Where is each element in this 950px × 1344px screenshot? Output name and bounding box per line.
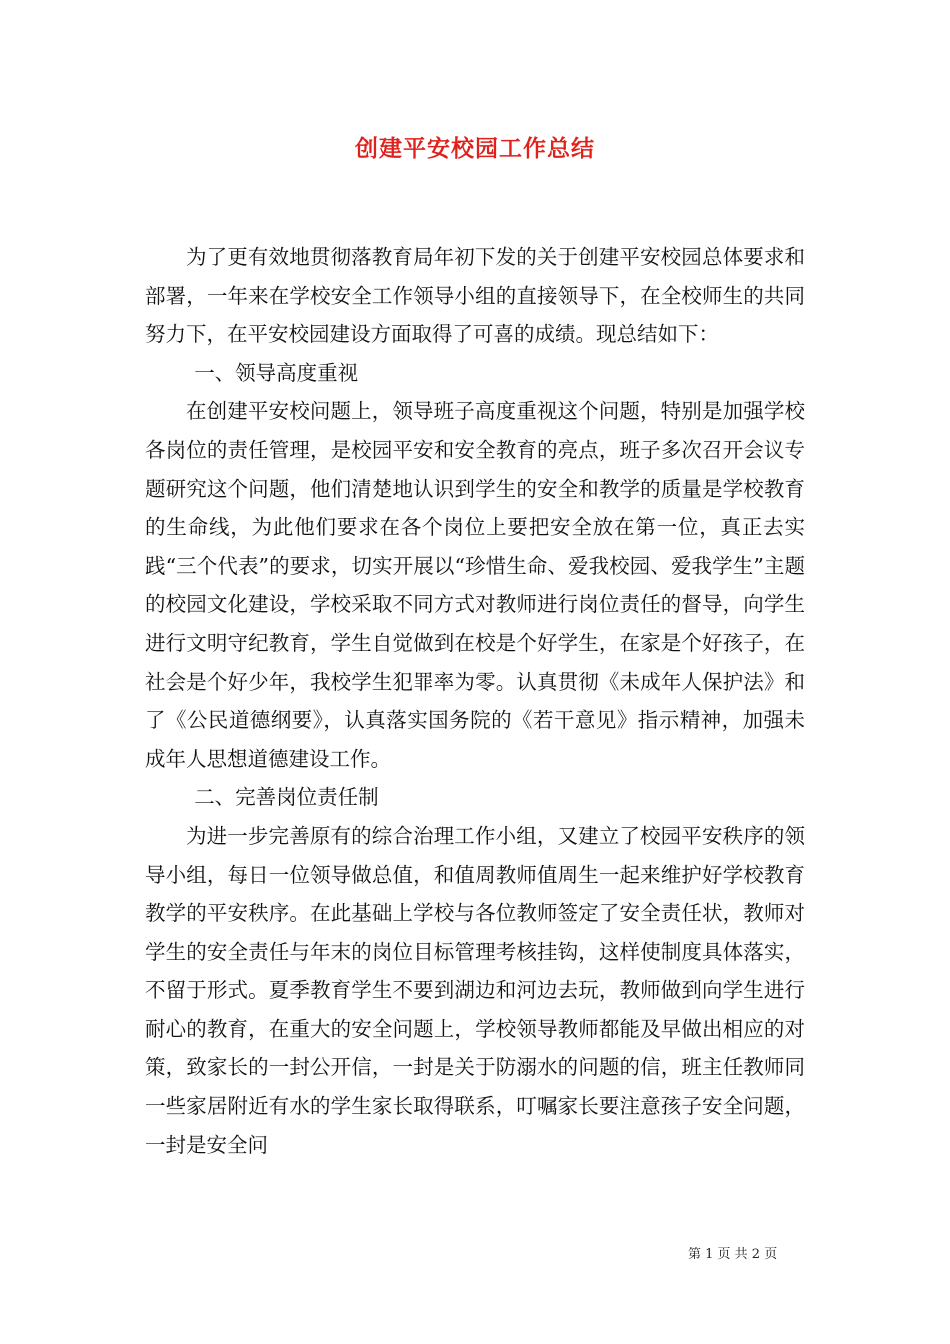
page-footer: 第 1 页 共 2 页 — [688, 1247, 778, 1262]
document-title: 创建平安校园工作总结 — [355, 136, 595, 162]
section-heading-1: 一、领导高度重视 — [194, 360, 359, 385]
section-heading-2: 二、完善岗位责任制 — [194, 785, 379, 810]
section-1-paragraph: 在创建平安校问题上，领导班子高度重视这个问题，特别是加强学校各岗位的责任管理，是校园平安和安全教育的亮点，班子多次召开会议专题研究这个问题，他们清楚地认识到学生的安全和教学的质量是学校教育的生命线，为此他们要求在各个岗位上要把安全放在第一位，真正去实践“三个代表”的要求，切实开展以“珍惜生命、爱我校园、爱我学生”主题的校园文化建设，学校采取不同方式对教师进行岗位责任的督导，向学生进行文明守纪教育，学生自觉做到在校是个好学生，在家是个好孩子，在社会是个好少年，我校学生犯罪率为零。认真贯彻《未成年人保护法》和了《公民道德纲要》，认真落实国务院的《若干意见》指示精神，加强未成年人思想道德建设工作。 — [145, 399, 805, 771]
document-body — [145, 238, 805, 1164]
section-2-paragraph: 为进一步完善原有的综合治理工作小组，又建立了校园平安秩序的领导小组，每日一位领导做总值，和值周教师值周生一起来维护好学校教育教学的平安秩序。在此基础上学校与各位教师签定了安全责任状，教师对学生的安全责任与年末的岗位目标管理考核挂钩，这样使制度具体落实，不留于形式。夏季教育学生不要到湖边和河边去玩，教师做到向学生进行耐心的教育，在重大的安全问题上，学校领导教师都能及早做出相应的对策，致家长的一封公开信，一封是关于防溺水的问题的信，班主任教师同一些家居附近有水的学生家长取得联系，叮嘱家长要注意孩子安全问题，一封是安全问 — [145, 823, 805, 1157]
intro-paragraph: 为了更有效地贯彻落教育局年初下发的关于创建平安校园总体要求和部署，一年来在学校安全工作领导小组的直接领导下，在全校师生的共同努力下，在平安校园建设方面取得了可喜的成绩。现总结如下： — [145, 245, 805, 347]
